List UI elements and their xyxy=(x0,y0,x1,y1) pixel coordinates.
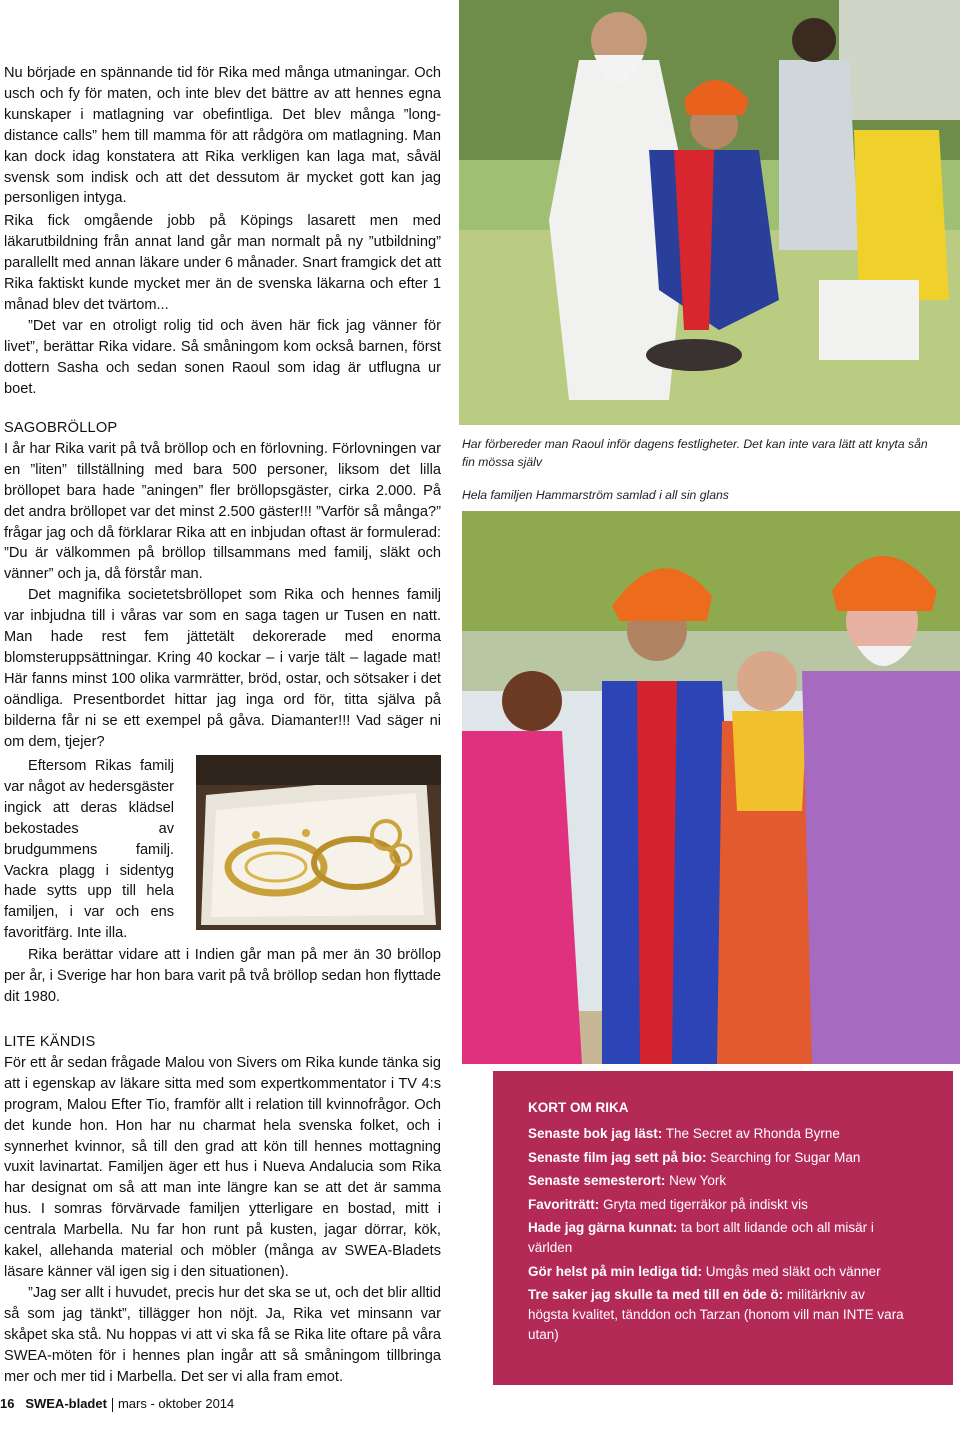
sagobrollop-end xyxy=(4,945,441,1008)
footer-divider xyxy=(112,1398,113,1412)
sagobrollop-narrow xyxy=(4,756,174,944)
info-item xyxy=(528,1124,908,1144)
info-box-heading: KORT OM RIKA xyxy=(528,1100,629,1115)
info-item xyxy=(528,1171,908,1191)
paragraph: Det magnifika societetsbröllopet som Rika och hennes familj var inbjudna till i våras var som en saga tagen ur Tusen en natt. Man hade rest fem jättetält dekorerade med enorma blomsteruppsättningar. Kring 40 kockar – i varje tält – lagade mat! Här fanns minst 100 olika varmrätter, bröd, ostar, och sötsaker i det oändliga. Presentbordet hittar jag inga ord för, titta själva på bilderna får ni se ett exempel på gåva. Diamanter!!! Vad säger ni om dem, tjejer? xyxy=(4,587,441,750)
info-box xyxy=(493,1071,953,1385)
lite-kandis-section xyxy=(4,1032,441,1387)
section-heading: SAGOBRÖLLOP xyxy=(4,420,118,436)
section-heading: LITE KÄNDIS xyxy=(4,1034,96,1050)
issue-date: mars - oktober 2014 xyxy=(117,1396,235,1411)
paragraph: Nu började en spännande tid för Rika med många utmaningar. Och usch och fy för maten, och inte blev det bättre av att hennes egna kunskaper i matlagning var obefintliga. Det blev många ”long-distance calls” hem till mamma för att rådgöra om matlagning. Man kan dock idag konstatera att Rika verkligen kan laga mat, såväl svensk som indisk och att det dessutom är mycket gott kan jag personligen intyga. xyxy=(4,65,441,207)
info-item xyxy=(528,1218,908,1258)
paragraph: För ett år sedan frågade Malou von Sivers om Rika kunde tänka sig att i egenskap av läkare sitta med som expertkommentator i TV 4:s program, Malou Efter Tio, framför allt i relation till kvinnofrågor. Och det kunde hon. Hon har nu charmat hela svenska folket, och i synnerhet kvinnor, så till den grad att kön till hennes mottagning vuxit lavinartat. Familjen äger ett hus i Nueva Andalucia som Rika har designat om så att man inte längre kan se att det är samma hus. I somras förvärvade familjen ytterligare en bostad, mitt i centrala Marbella. Nu far hon runt på kusten, jagar dörrar, kök, kakel, allehanda material och möbler (många av SWEA-Bladets läsare känner väl igen sig i den situationen). xyxy=(4,1054,441,1280)
info-item-value: The Secret av Rhonda Byrne xyxy=(662,1126,840,1141)
paragraph: I år har Rika varit på två bröllop och en förlovning. Förlovningen var en ”liten” tillställning med bara 500 personer, liksom det lilla bröllopet bara hade ”aningen” fler bröllopsgäster, cirka 2.000. På det andra bröllopet var det minst 2.500 gäster!!! ”Varför så många?” frågar jag och då förklarar Rika att en inbjudan oftast är formulerad: ”Du är välkommen på bröllop tillsammans med familj, släkt och vänner” och ja, då förstår man. xyxy=(4,440,441,583)
info-item-label: Senaste semesterort: xyxy=(528,1173,666,1188)
photo-turban-preparation xyxy=(459,0,960,425)
info-item-value: Searching for Sugar Man xyxy=(706,1149,861,1165)
info-item-label: Senaste film jag sett på bio: xyxy=(528,1149,707,1165)
info-item-label: Gör helst på min lediga tid: xyxy=(528,1263,703,1279)
info-item-value: Umgås med släkt och vänner xyxy=(702,1263,881,1279)
paragraph: Rika fick omgående jobb på Köpings lasarett men med läkarutbildning från annat land går man normalt på ny ”utbildning” parallellt med annan läkare under 6 månader. Snart framgick det att Rika faktiskt kunde mycket mer än de svenska läkarna och efter 1 månad blev det tvärtom... xyxy=(4,213,441,313)
info-item xyxy=(528,1148,908,1168)
paragraph: ”Det var en otroligt rolig tid och även här fick jag vänner för livet”, berättar Rika vidare. Så småningom kom också barnen, först dottern Sasha och sedan sonen Raoul som idag är utflugna ur boet. xyxy=(4,317,441,397)
page-footer xyxy=(0,1396,234,1412)
info-item-label: Tre saker jag skulle ta med till en öde ö: xyxy=(528,1287,784,1302)
info-item xyxy=(528,1285,908,1345)
info-item xyxy=(528,1262,908,1282)
info-item-value: militärkniv av högsta kvalitet, tänddon och Tarzan (honom vill man INTE vara utan) xyxy=(528,1287,904,1342)
magazine-name: SWEA-bladet xyxy=(25,1396,107,1411)
sagobrollop-section xyxy=(4,418,441,753)
photo-family xyxy=(462,511,960,1064)
info-item-label: Hade jag gärna kunnat: xyxy=(528,1220,678,1235)
info-box-list xyxy=(528,1124,908,1349)
info-item-value: New York xyxy=(665,1173,727,1188)
paragraph: ”Jag ser allt i huvudet, precis hur det ska se ut, och det blir alltid så som jag tänkt”, tillägger hon nöjt. Ja, Rika vet minsann var skåpet ska stå. Nu hoppas vi att vi ska få se Rika lite oftare på våra SWEA-möten för i hennes plan ingår att så småningom tillbringa mer och mer tid i Marbella. Det ser vi alla fram emot. xyxy=(4,1284,441,1385)
page-number: 16 xyxy=(0,1396,15,1411)
photo-caption: Hela familjen Hammarström samlad i all sin glans xyxy=(462,488,729,502)
jewelry-photo xyxy=(196,755,441,930)
paragraph: Eftersom Rikas familj var något av hedersgäster ingick att deras klädsel bekostades av brudgummens familj. Vackra plagg i sidentyg hade sytts upp till hela familjen, i var och ens favoritfärg. Inte illa. xyxy=(4,758,174,942)
photo-caption: Har förbereder man Raoul inför dagens festligheter. Det kan inte vara lätt att knyta sån fin mössa själv xyxy=(462,437,928,469)
info-item xyxy=(528,1195,908,1215)
intro-section xyxy=(4,63,441,400)
paragraph: Rika berättar vidare att i Indien går man på mer än 30 bröllop per år, i Sverige har hon bara varit på två bröllop sedan hon flyttade dit 1980. xyxy=(4,947,441,1005)
info-item-label: Senaste bok jag läst: xyxy=(528,1126,663,1141)
info-item-value: ta bort allt lidande och all misär i världen xyxy=(528,1220,874,1255)
info-item-label: Favoriträtt: xyxy=(528,1196,600,1212)
info-item-value: Gryta med tigerräkor på indiskt vis xyxy=(599,1196,808,1212)
